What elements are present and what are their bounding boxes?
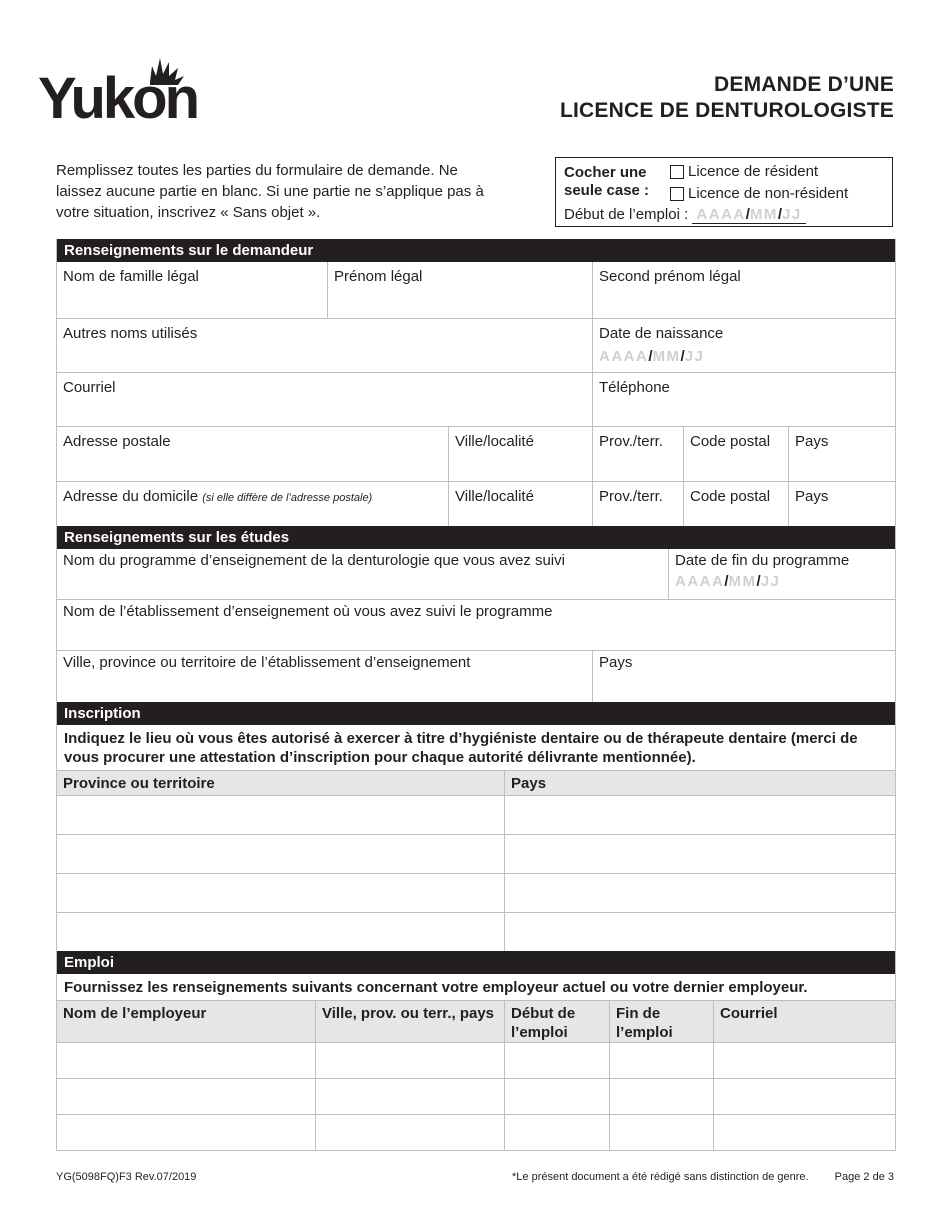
home-address-row [57, 482, 895, 526]
title-line-2: LICENCE DE DENTUROLOGISTE [559, 99, 894, 122]
registration-instruction: Indiquez le lieu où vous êtes autorisé à exercer à titre d’hygiéniste dentaire ou de thérapeute dentaire (merci de vous procurer une attestation d’inscription pour chaque autorité délivrante mentionnée). [57, 725, 895, 771]
col-province: Province ou territoire [63, 775, 215, 792]
employment-row [57, 1043, 895, 1079]
name-row [57, 262, 895, 319]
employer-cell[interactable] [57, 1043, 315, 1078]
contact-row [57, 373, 895, 427]
home-city-field[interactable]: Ville/localité [448, 482, 592, 526]
nonresident-checkbox[interactable] [670, 187, 684, 201]
employer-email-cell[interactable] [713, 1115, 895, 1150]
program-end-date-field[interactable]: Date de fin du programme AAAA/MM/JJ [668, 549, 895, 599]
employment-row [57, 1115, 895, 1151]
employer-city-cell[interactable] [315, 1115, 504, 1150]
registration-country-cell[interactable] [504, 913, 895, 951]
institution-row [57, 600, 895, 651]
email-field[interactable]: Courriel [63, 379, 116, 396]
mailing-country-field[interactable]: Pays [788, 427, 895, 481]
employer-city-cell[interactable] [315, 1043, 504, 1078]
employer-email-cell[interactable] [713, 1079, 895, 1114]
employment-start-cell[interactable] [504, 1079, 609, 1114]
employer-email-cell[interactable] [713, 1043, 895, 1078]
employment-start-cell[interactable] [504, 1115, 609, 1150]
employment-table-header [57, 1001, 895, 1043]
birth-date-field[interactable]: Date de naissance AAAA/MM/JJ [592, 319, 895, 372]
employer-cell[interactable] [57, 1079, 315, 1114]
first-name-field[interactable]: Prénom légal [327, 262, 593, 318]
registration-country-cell[interactable] [504, 874, 895, 912]
mailing-city-field[interactable]: Ville/localité [448, 427, 592, 481]
form-code: YG(5098FQ)F3 Rev.07/2019 [56, 1171, 197, 1183]
page-number: Page 2 de 3 [834, 1171, 894, 1183]
institution-country-field[interactable]: Pays [592, 651, 895, 702]
gender-note: *Le présent document a été rédigé sans distinction de genre. [512, 1171, 809, 1183]
mailing-address-row [57, 427, 895, 482]
resident-label: Licence de résident [688, 163, 819, 180]
mailing-postal-field[interactable]: Code postal [683, 427, 788, 481]
institution-location-row [57, 651, 895, 702]
employment-section-header: Emploi [57, 951, 895, 974]
registration-province-cell[interactable] [57, 796, 504, 834]
employment-end-cell[interactable] [609, 1115, 713, 1150]
resident-option[interactable] [670, 162, 818, 182]
employment-end-cell[interactable] [609, 1079, 713, 1114]
home-country-field[interactable]: Pays [788, 482, 895, 526]
registration-province-cell[interactable] [57, 835, 504, 873]
nonresident-option[interactable] [670, 184, 848, 204]
mailing-address-field[interactable]: Adresse postale [63, 433, 171, 450]
col-end: Fin de l’emploi [609, 1001, 713, 1042]
employment-start-label: Début de l’emploi : [564, 206, 689, 223]
mailing-prov-field[interactable]: Prov./terr. [592, 427, 683, 481]
registration-row [57, 796, 895, 835]
license-type-box [555, 157, 893, 227]
employment-start-cell[interactable] [504, 1043, 609, 1078]
intro-text: Remplissez toutes les parties du formulaire de demande. Ne laissez aucune partie en blanc. Si une partie ne s’applique pas à votre situation, inscrivez « Sans objet ». [56, 162, 484, 221]
program-name-field[interactable]: Nom du programme d’enseignement de la denturologie que vous avez suivi [63, 552, 565, 569]
application-form [56, 239, 896, 1151]
registration-section-header: Inscription [57, 702, 895, 725]
phone-field[interactable]: Téléphone [592, 373, 895, 426]
employer-city-cell[interactable] [315, 1079, 504, 1114]
employment-instruction: Fournissez les renseignements suivants concernant votre employeur actuel ou votre dernier employeur. [57, 974, 895, 1001]
registration-country-cell[interactable] [504, 796, 895, 834]
title-line-1: DEMANDE D’UNE [714, 73, 894, 96]
applicant-section-header: Renseignements sur le demandeur [57, 239, 895, 262]
svg-text:Yukon: Yukon [38, 66, 198, 124]
registration-row [57, 874, 895, 913]
registration-row [57, 913, 895, 951]
col-city: Ville, prov. ou terr., pays [315, 1001, 504, 1042]
col-country: Pays [504, 771, 895, 795]
institution-name-field[interactable]: Nom de l’établissement d’enseignement où vous avez suivi le programme [63, 603, 553, 620]
registration-province-cell[interactable] [57, 913, 504, 951]
home-prov-field[interactable]: Prov./terr. [592, 482, 683, 526]
resident-checkbox[interactable] [670, 165, 684, 179]
employment-end-cell[interactable] [609, 1043, 713, 1078]
registration-province-cell[interactable] [57, 874, 504, 912]
last-name-field[interactable]: Nom de famille légal [63, 268, 199, 285]
registration-row [57, 835, 895, 874]
middle-name-field[interactable]: Second prénom légal [592, 262, 895, 318]
registration-table-header [57, 771, 895, 796]
employment-start-date-field[interactable]: AAAA/MM/JJ [692, 206, 805, 224]
check-one-label: Cocher une seule case : [564, 164, 650, 199]
home-address-field[interactable]: Adresse du domicile (si elle diffère de l’adresse postale) [63, 488, 373, 505]
employment-start-row [564, 206, 806, 223]
col-start: Début de l’emploi [504, 1001, 609, 1042]
institution-location-field[interactable]: Ville, province ou territoire de l’établissement d’enseignement [63, 654, 471, 671]
yukon-logo [38, 52, 213, 124]
education-section-header: Renseignements sur les études [57, 526, 895, 549]
col-employer: Nom de l’employeur [63, 1005, 207, 1022]
employment-row [57, 1079, 895, 1115]
col-email: Courriel [713, 1001, 895, 1042]
program-row [57, 549, 895, 600]
employer-cell[interactable] [57, 1115, 315, 1150]
other-names-field[interactable]: Autres noms utilisés [63, 325, 198, 342]
registration-country-cell[interactable] [504, 835, 895, 873]
home-postal-field[interactable]: Code postal [683, 482, 788, 526]
nonresident-label: Licence de non-résident [688, 185, 849, 202]
other-names-row [57, 319, 895, 373]
form-title [560, 72, 894, 124]
